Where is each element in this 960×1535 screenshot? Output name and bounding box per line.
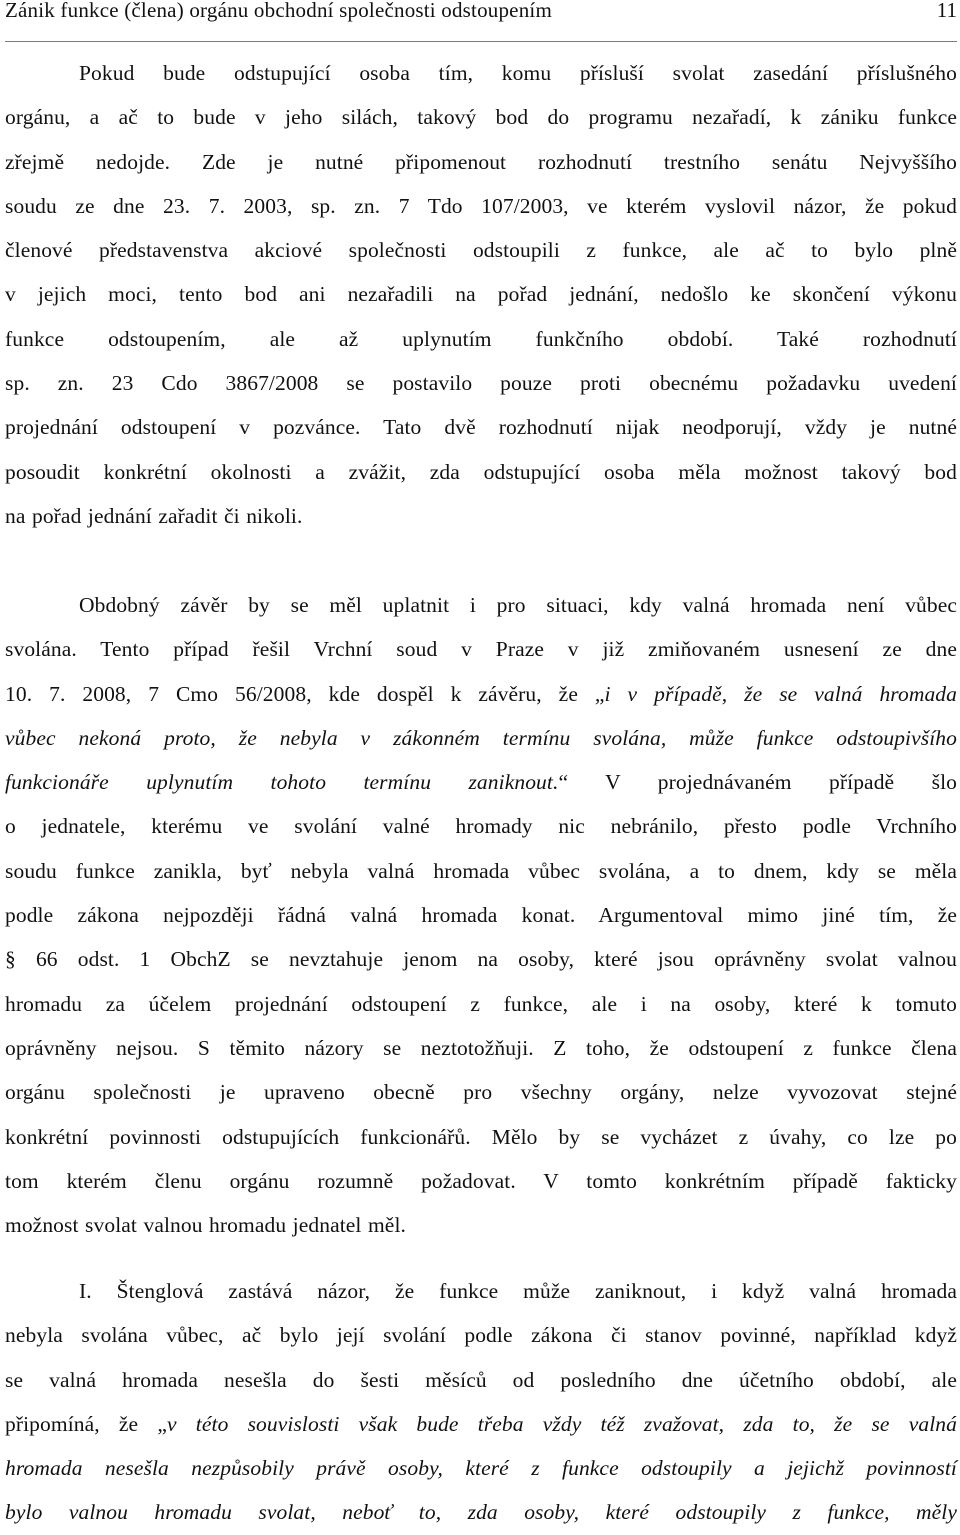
text-line: hromadu za účelem projednání odstoupení z funkce, ale i na osoby, které k tomuto xyxy=(5,991,957,1016)
running-title: Zánik funkce (člena) orgánu obchodní společnosti odstoupením xyxy=(5,0,552,22)
text-line: nebyla svolána vůbec, ač bylo její svolání podle zákona či stanov povinné, například když xyxy=(5,1323,957,1348)
text-line xyxy=(5,672,957,716)
text-line: členové představenstva akciové společnosti odstoupili z funkce, ale ač to bylo plně xyxy=(5,238,957,263)
text-line: I. Štenglová zastává názor, že funkce může zaniknout, i když valná hromada xyxy=(79,1279,957,1303)
text-line: možnost svolat valnou hromadu jednatel měl. xyxy=(5,1213,406,1238)
text-line xyxy=(5,1402,957,1446)
text-line: projednání odstoupení v pozvánce. Tato dvě rozhodnutí nijak neodporují, vždy je nutné xyxy=(5,415,957,440)
quotation-text: vůbec nekoná proto, že nebyla v zákonném termínu svolána, může funkce odstoupivšího xyxy=(5,725,957,750)
text-line: soudu ze dne 23. 7. 2003, sp. zn. 7 Tdo 107/2003, ve kterém vyslovil názor, že pokud xyxy=(5,193,957,218)
citation-text: 10. 7. 2008, 7 Cmo 56/2008, kde dospěl k závěru, že „ xyxy=(5,681,605,706)
text-line: o jednatele, kterému ve svolání valné hromady nic nebránilo, přesto podle Vrchního xyxy=(5,814,957,839)
text-line: zřejmě nedojde. Zde je nutné připomenout rozhodnutí trestního senátu Nejvyššího xyxy=(5,149,957,174)
text-line: Pokud bude odstupující osoba tím, komu přísluší svolat zasedání příslušného xyxy=(79,61,957,85)
text-line: svolána. Tento případ řešil Vrchní soud v Praze v již zmiňovaném usnesení ze dne xyxy=(5,637,957,662)
text-line: oprávněny nejsou. S těmito názory se neztotožňuji. Z toho, že odstoupení z funkce člena xyxy=(5,1035,957,1060)
text-line: posoudit konkrétní okolnosti a zvážit, zda odstupující osoba měla možnost takový bod xyxy=(5,459,957,484)
text-line: podle zákona nejpozději řádná valná hromada konat. Argumentoval mimo jiné tím, že xyxy=(5,903,957,928)
quotation-text: bylo valnou hromadu svolat, neboť to, zda osoby, které odstoupily z funkce, měly xyxy=(5,1500,957,1525)
body-text: “ V projednávaném případě šlo xyxy=(558,770,957,795)
text-line: se valná hromada nesešla do šesti měsíců od posledního dne účetního období, ale xyxy=(5,1367,957,1392)
quotation-text: hromada nesešla nezpůsobily právě osoby, které z funkce odstoupily a jejichž povinností xyxy=(5,1456,957,1481)
text-line xyxy=(5,716,957,760)
quotation-text: i v případě, že se valná hromada xyxy=(604,681,957,706)
text-line: v jejich moci, tento bod ani nezařadili na pořad jednání, nedošlo ke skončení výkonu xyxy=(5,282,957,307)
text-line: soudu funkce zanikla, byť nebyla valná hromada vůbec svolána, a to dnem, kdy se měla xyxy=(5,858,957,883)
text-line: tom kterém členu orgánu rozumně požadovat. V tomto konkrétním případě fakticky xyxy=(5,1168,957,1193)
page-header xyxy=(5,0,957,42)
text-line: orgánu společnosti je upraveno obecně pro všechny orgány, nelze vyvozovat stejné xyxy=(5,1080,957,1105)
text-line: na pořad jednání zařadit či nikoli. xyxy=(5,503,303,528)
paragraph-1 xyxy=(5,51,957,538)
text-line xyxy=(5,760,957,804)
paragraph-3 xyxy=(5,1269,957,1535)
text-line xyxy=(5,1490,957,1534)
quotation-text: funkcionáře uplynutím tohoto termínu zaniknout. xyxy=(5,770,559,795)
document-page xyxy=(5,0,957,1525)
body-text: připomíná, že „ xyxy=(5,1411,167,1436)
text-line: orgánu, a ač to bude v jeho silách, takový bod do programu nezařadí, k zániku funkce xyxy=(5,105,957,130)
text-line: sp. zn. 23 Cdo 3867/2008 se postavilo pouze proti obecnému požadavku uvedení xyxy=(5,371,957,396)
text-line: Obdobný závěr by se měl uplatnit i pro situaci, kdy valná hromada není vůbec xyxy=(79,593,957,617)
text-line: § 66 odst. 1 ObchZ se nevztahuje jenom na osoby, které jsou oprávněny svolat valnou xyxy=(5,947,957,972)
paragraph-2 xyxy=(5,583,957,1247)
page-number: 11 xyxy=(936,0,957,22)
text-line: konkrétní povinnosti odstupujících funkcionářů. Mělo by se vycházet z úvahy, co lze po xyxy=(5,1124,957,1149)
text-line xyxy=(5,1446,957,1490)
text-line: funkce odstoupením, ale až uplynutím funkčního období. Také rozhodnutí xyxy=(5,326,957,351)
quotation-text: v této souvislosti však bude třeba vždy též zvažovat, zda to, že se valná xyxy=(166,1411,957,1436)
